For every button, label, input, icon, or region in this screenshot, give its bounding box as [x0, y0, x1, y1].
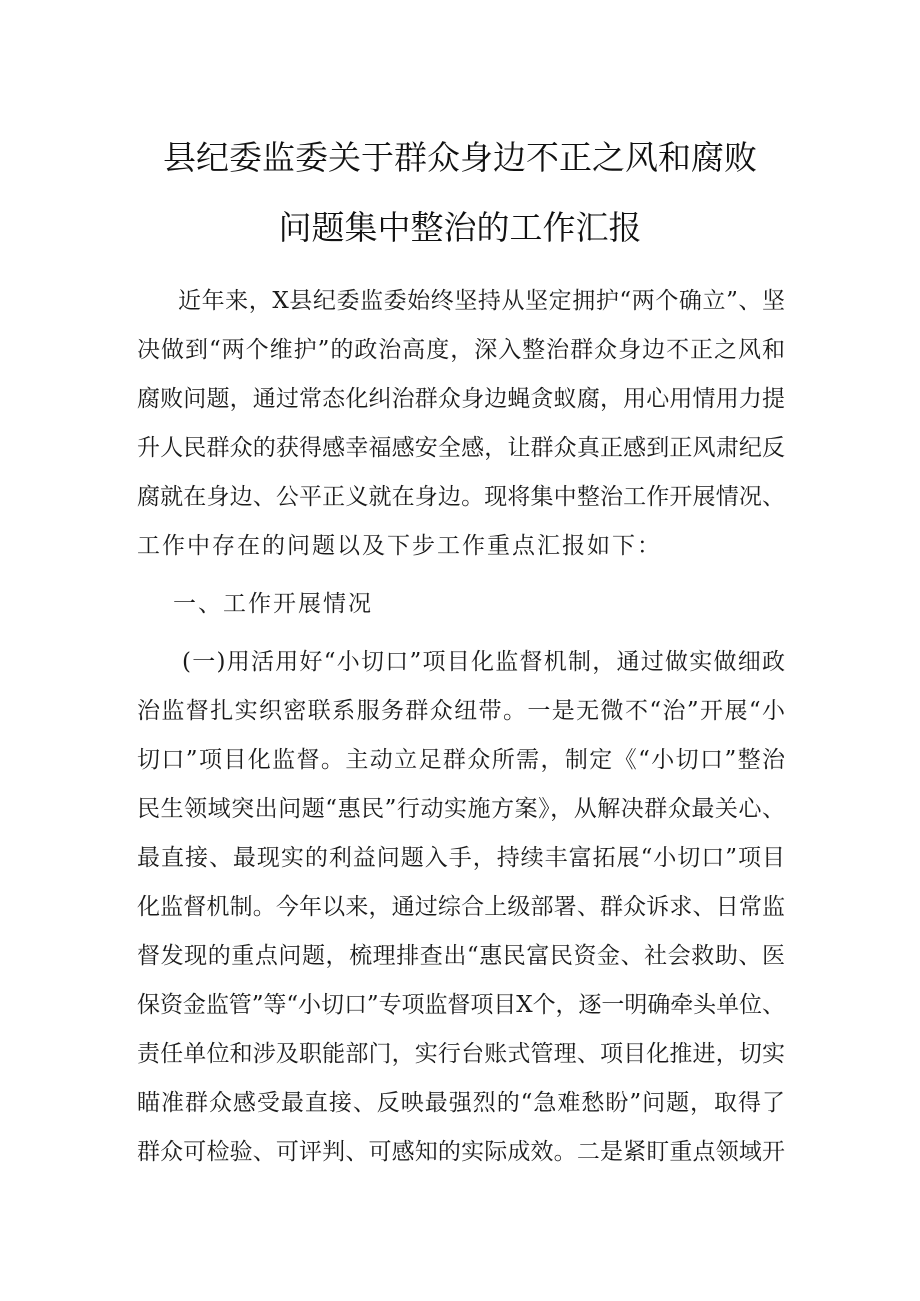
document-page: 县纪委监委关于群众身边不正之风和腐败 问题集中整治的工作汇报 近年来，X县纪委监委始终坚持从坚定拥护“两个确立”、坚 决做到“两个维护”的政治高度，深入整治群众身边不正之风和 腐败问题，通过常态化纠治群众身边蝇贪蚁腐，用心用情用力提 升人民群众的获得感幸福感安全感，让群众真正感到正风肃纪反 腐就在身边、公平正义就在身边。现将集中整治工作开展情况、 工作中存在的问题以及下步工作重点汇报如下： 一、工作开展情况 (一)用活用好“小切口”项目化监督机制，通过做实做细政 治监督扎实织密联系服务群众纽带。一是无微不“治”开展“小 切口”项目化监督。主动立足群众所需，制定《“小切口”整治 民生领域突出问题“惠民”行动实施方案》，从解决群众最关心、 最直接、最现实的利益问题入手，持续丰富拓展“小切口”项目 化监督机制。今年以来，通过综合上级部署、群众诉求、日常监 督发现的重点问题，梳理排查出“惠民富民资金、社会救助、医 保资金监管”等“小切口”专项监督项目X个，逐一明确牵头单位、 责任单位和涉及职能部门，实行台账式管理、项目化推进，切实 瞄准群众感受最直接、反映最强烈的“急难愁盼”问题，取得了 群众可检验、可评判、可感知的实际成效。二是紧盯重点领域开: [0, 0, 920, 1301]
document-title-line-2: 问题集中整治的工作汇报: [278, 208, 642, 247]
document-title-line-1: 县纪委监委关于群众身边不正之风和腐败: [163, 138, 757, 177]
